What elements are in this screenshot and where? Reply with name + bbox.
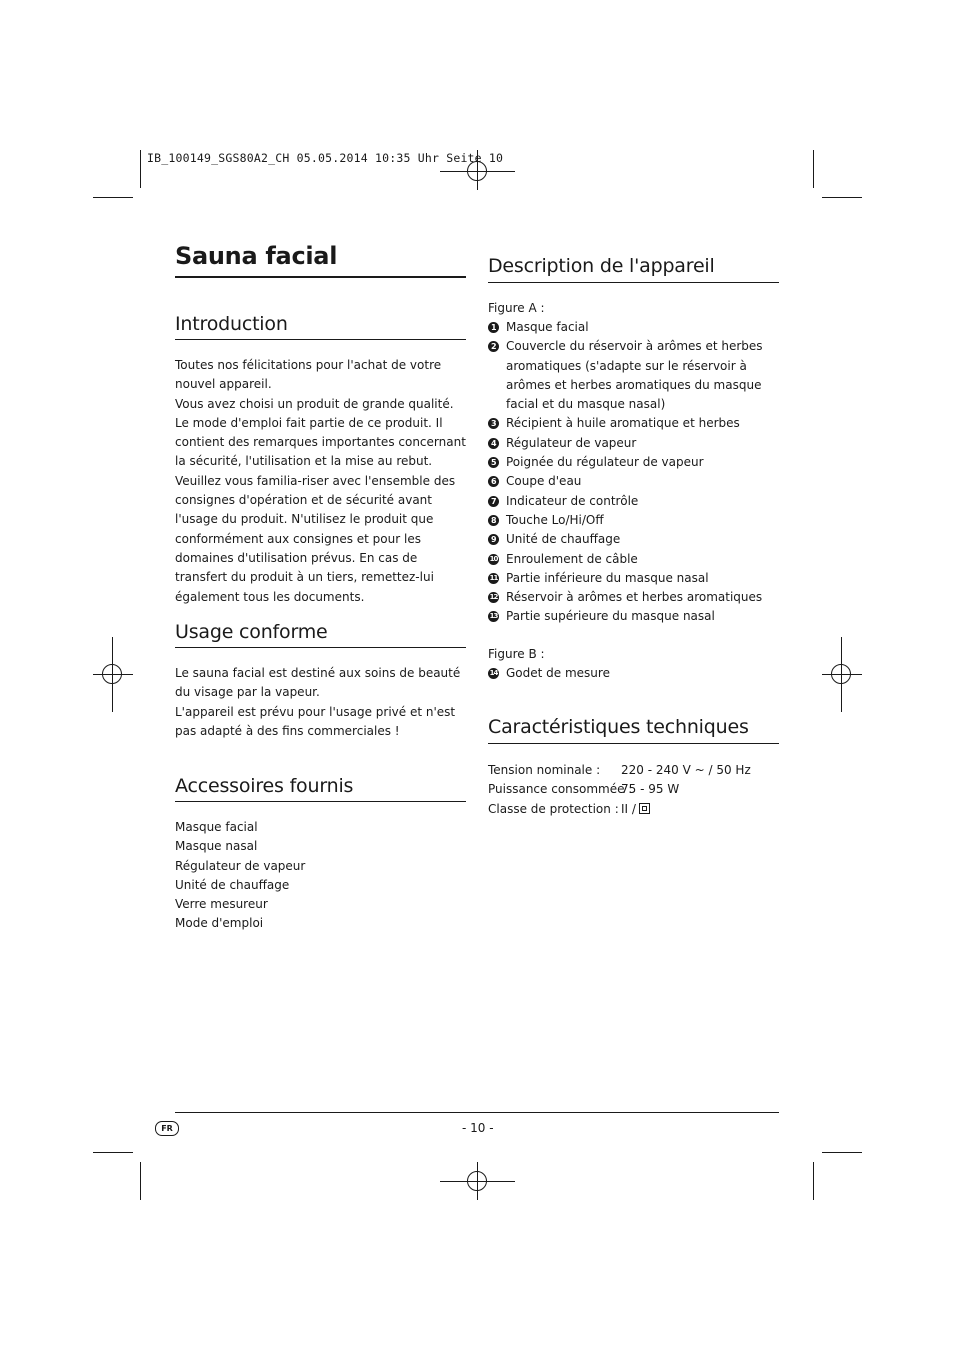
item-text: Couvercle du réservoir à arômes et herbes aromatiques (s'adapte sur le réservoir à arômes et herbes aromatiques du masque facial et du masque nasal) bbox=[506, 339, 763, 412]
list-item bbox=[488, 472, 780, 491]
list-item bbox=[488, 664, 780, 683]
figure-b-list bbox=[488, 664, 780, 683]
list-item: Mode d'emploi bbox=[175, 916, 264, 931]
list-item bbox=[488, 569, 780, 588]
usage-heading: Usage conforme bbox=[175, 621, 328, 643]
list-item: Masque facial bbox=[175, 820, 258, 834]
list-item bbox=[488, 414, 780, 433]
spec-label: Puissance consommée : bbox=[488, 782, 633, 797]
spec-label: Tension nominale : bbox=[488, 763, 601, 777]
number-badge: 10 bbox=[489, 554, 498, 563]
number-badge: 5 bbox=[488, 457, 499, 468]
crop-mark bbox=[93, 1152, 133, 1153]
list-item bbox=[488, 511, 780, 530]
print-slug: IB_100149_SGS80A2_CH 05.05.2014 10:35 Uhr Seite 10 bbox=[147, 151, 504, 165]
usage-paragraph: Le sauna facial est destiné aux soins de beauté du visage par la vapeur. bbox=[175, 666, 461, 700]
item-text: Coupe d'eau bbox=[506, 474, 582, 489]
section-rule bbox=[175, 647, 466, 648]
list-item: Régulateur de vapeur bbox=[175, 858, 306, 873]
number-badge: 3 bbox=[488, 418, 499, 429]
page-number: - 10 - bbox=[462, 1121, 494, 1135]
crop-mark bbox=[813, 150, 814, 188]
number-badge: 14 bbox=[489, 669, 498, 677]
figure-a-label: Figure A : bbox=[488, 301, 545, 315]
crop-mark bbox=[140, 150, 141, 188]
introduction-paragraph: Vous avez choisi un produit de grande qualité. Le mode d'emploi fait partie de ce produit. Il contient des remarques importantes concernant la sécurité, l'utilisation et la mise au rebut. Veuillez vous familia-riser avec l'ensemble des consignes d'opération et de sécurité avant l'usage du produit. N'utilisez le produit que conformément aux consignes et pour les domaines d'utilisation prévus. En cas de transfert du produit à un tiers, remettez-lui également tous les documents. bbox=[175, 396, 466, 604]
item-text: Godet de mesure bbox=[506, 666, 610, 680]
section-rule bbox=[175, 801, 466, 802]
section-rule bbox=[488, 282, 779, 283]
item-text: Indicateur de contrôle bbox=[506, 493, 639, 508]
number-badge: 6 bbox=[488, 476, 499, 487]
page-title: Sauna facial bbox=[175, 242, 338, 270]
introduction-text bbox=[175, 356, 467, 607]
list-item bbox=[488, 607, 780, 626]
usage-paragraph: L'appareil est prévu pour l'usage privé et n'est pas adapté à des fins commerciales ! bbox=[175, 704, 456, 738]
number-badge: 8 bbox=[488, 515, 499, 526]
item-text: Touche Lo/Hi/Off bbox=[506, 512, 604, 527]
title-rule bbox=[175, 276, 466, 278]
list-item bbox=[488, 588, 780, 607]
crop-mark bbox=[822, 1152, 862, 1153]
list-item bbox=[488, 492, 780, 511]
number-badge: 11 bbox=[489, 573, 498, 582]
list-item bbox=[488, 453, 780, 472]
item-text: Masque facial bbox=[506, 320, 589, 334]
specs-table bbox=[488, 761, 751, 819]
list-item bbox=[488, 434, 780, 453]
number-badge: 2 bbox=[488, 341, 499, 352]
number-badge: 13 bbox=[489, 612, 498, 621]
protection-class-text: II / bbox=[621, 801, 636, 816]
number-badge: 1 bbox=[488, 322, 499, 333]
number-badge: 12 bbox=[489, 593, 498, 602]
item-text: Unité de chauffage bbox=[506, 532, 621, 547]
item-text: Récipient à huile aromatique et herbes bbox=[506, 416, 740, 431]
spec-row bbox=[488, 761, 751, 780]
item-text: Poignée du régulateur de vapeur bbox=[506, 455, 704, 470]
section-rule bbox=[175, 339, 466, 340]
section-rule bbox=[488, 743, 779, 744]
item-text: Partie supérieure du masque nasal bbox=[506, 609, 715, 624]
registration-mark bbox=[467, 1171, 487, 1191]
spec-value bbox=[621, 800, 650, 819]
description-heading: Description de l'appareil bbox=[488, 255, 715, 277]
language-badge: FR bbox=[155, 1121, 179, 1136]
list-item bbox=[488, 550, 780, 569]
figure-a-list bbox=[488, 318, 780, 627]
registration-mark bbox=[831, 664, 851, 684]
crop-mark bbox=[822, 197, 862, 198]
list-item bbox=[488, 530, 780, 549]
protection-class-icon bbox=[639, 803, 650, 814]
spec-row bbox=[488, 800, 751, 819]
accessories-list bbox=[175, 818, 305, 934]
number-badge: 4 bbox=[488, 438, 499, 449]
list-item: Masque nasal bbox=[175, 839, 258, 854]
spec-value: 75 - 95 W bbox=[621, 782, 680, 797]
introduction-heading: Introduction bbox=[175, 313, 288, 335]
list-item: Verre mesureur bbox=[175, 897, 268, 912]
registration-mark bbox=[102, 664, 122, 684]
item-text: Régulateur de vapeur bbox=[506, 435, 637, 450]
crop-mark bbox=[813, 1162, 814, 1200]
item-text: Enroulement de câble bbox=[506, 551, 638, 566]
list-item bbox=[488, 337, 780, 414]
usage-text bbox=[175, 664, 467, 741]
crop-mark bbox=[93, 197, 133, 198]
specs-heading: Caractéristiques techniques bbox=[488, 716, 749, 738]
item-text: Réservoir à arômes et herbes aromatiques bbox=[506, 590, 763, 605]
item-text: Partie inférieure du masque nasal bbox=[506, 570, 709, 585]
introduction-paragraph: Toutes nos félicitations pour l'achat de votre nouvel appareil. bbox=[175, 358, 442, 392]
number-badge: 9 bbox=[488, 534, 499, 545]
accessories-heading: Accessoires fournis bbox=[175, 775, 354, 797]
spec-label: Classe de protection : bbox=[488, 801, 619, 816]
footer-rule bbox=[175, 1112, 779, 1113]
spec-row bbox=[488, 780, 751, 799]
crop-mark bbox=[140, 1162, 141, 1200]
list-item: Unité de chauffage bbox=[175, 877, 290, 892]
number-badge: 7 bbox=[488, 496, 499, 507]
figure-b-label: Figure B : bbox=[488, 647, 545, 661]
spec-value: 220 - 240 V ~ / 50 Hz bbox=[621, 763, 751, 777]
list-item bbox=[488, 318, 780, 337]
